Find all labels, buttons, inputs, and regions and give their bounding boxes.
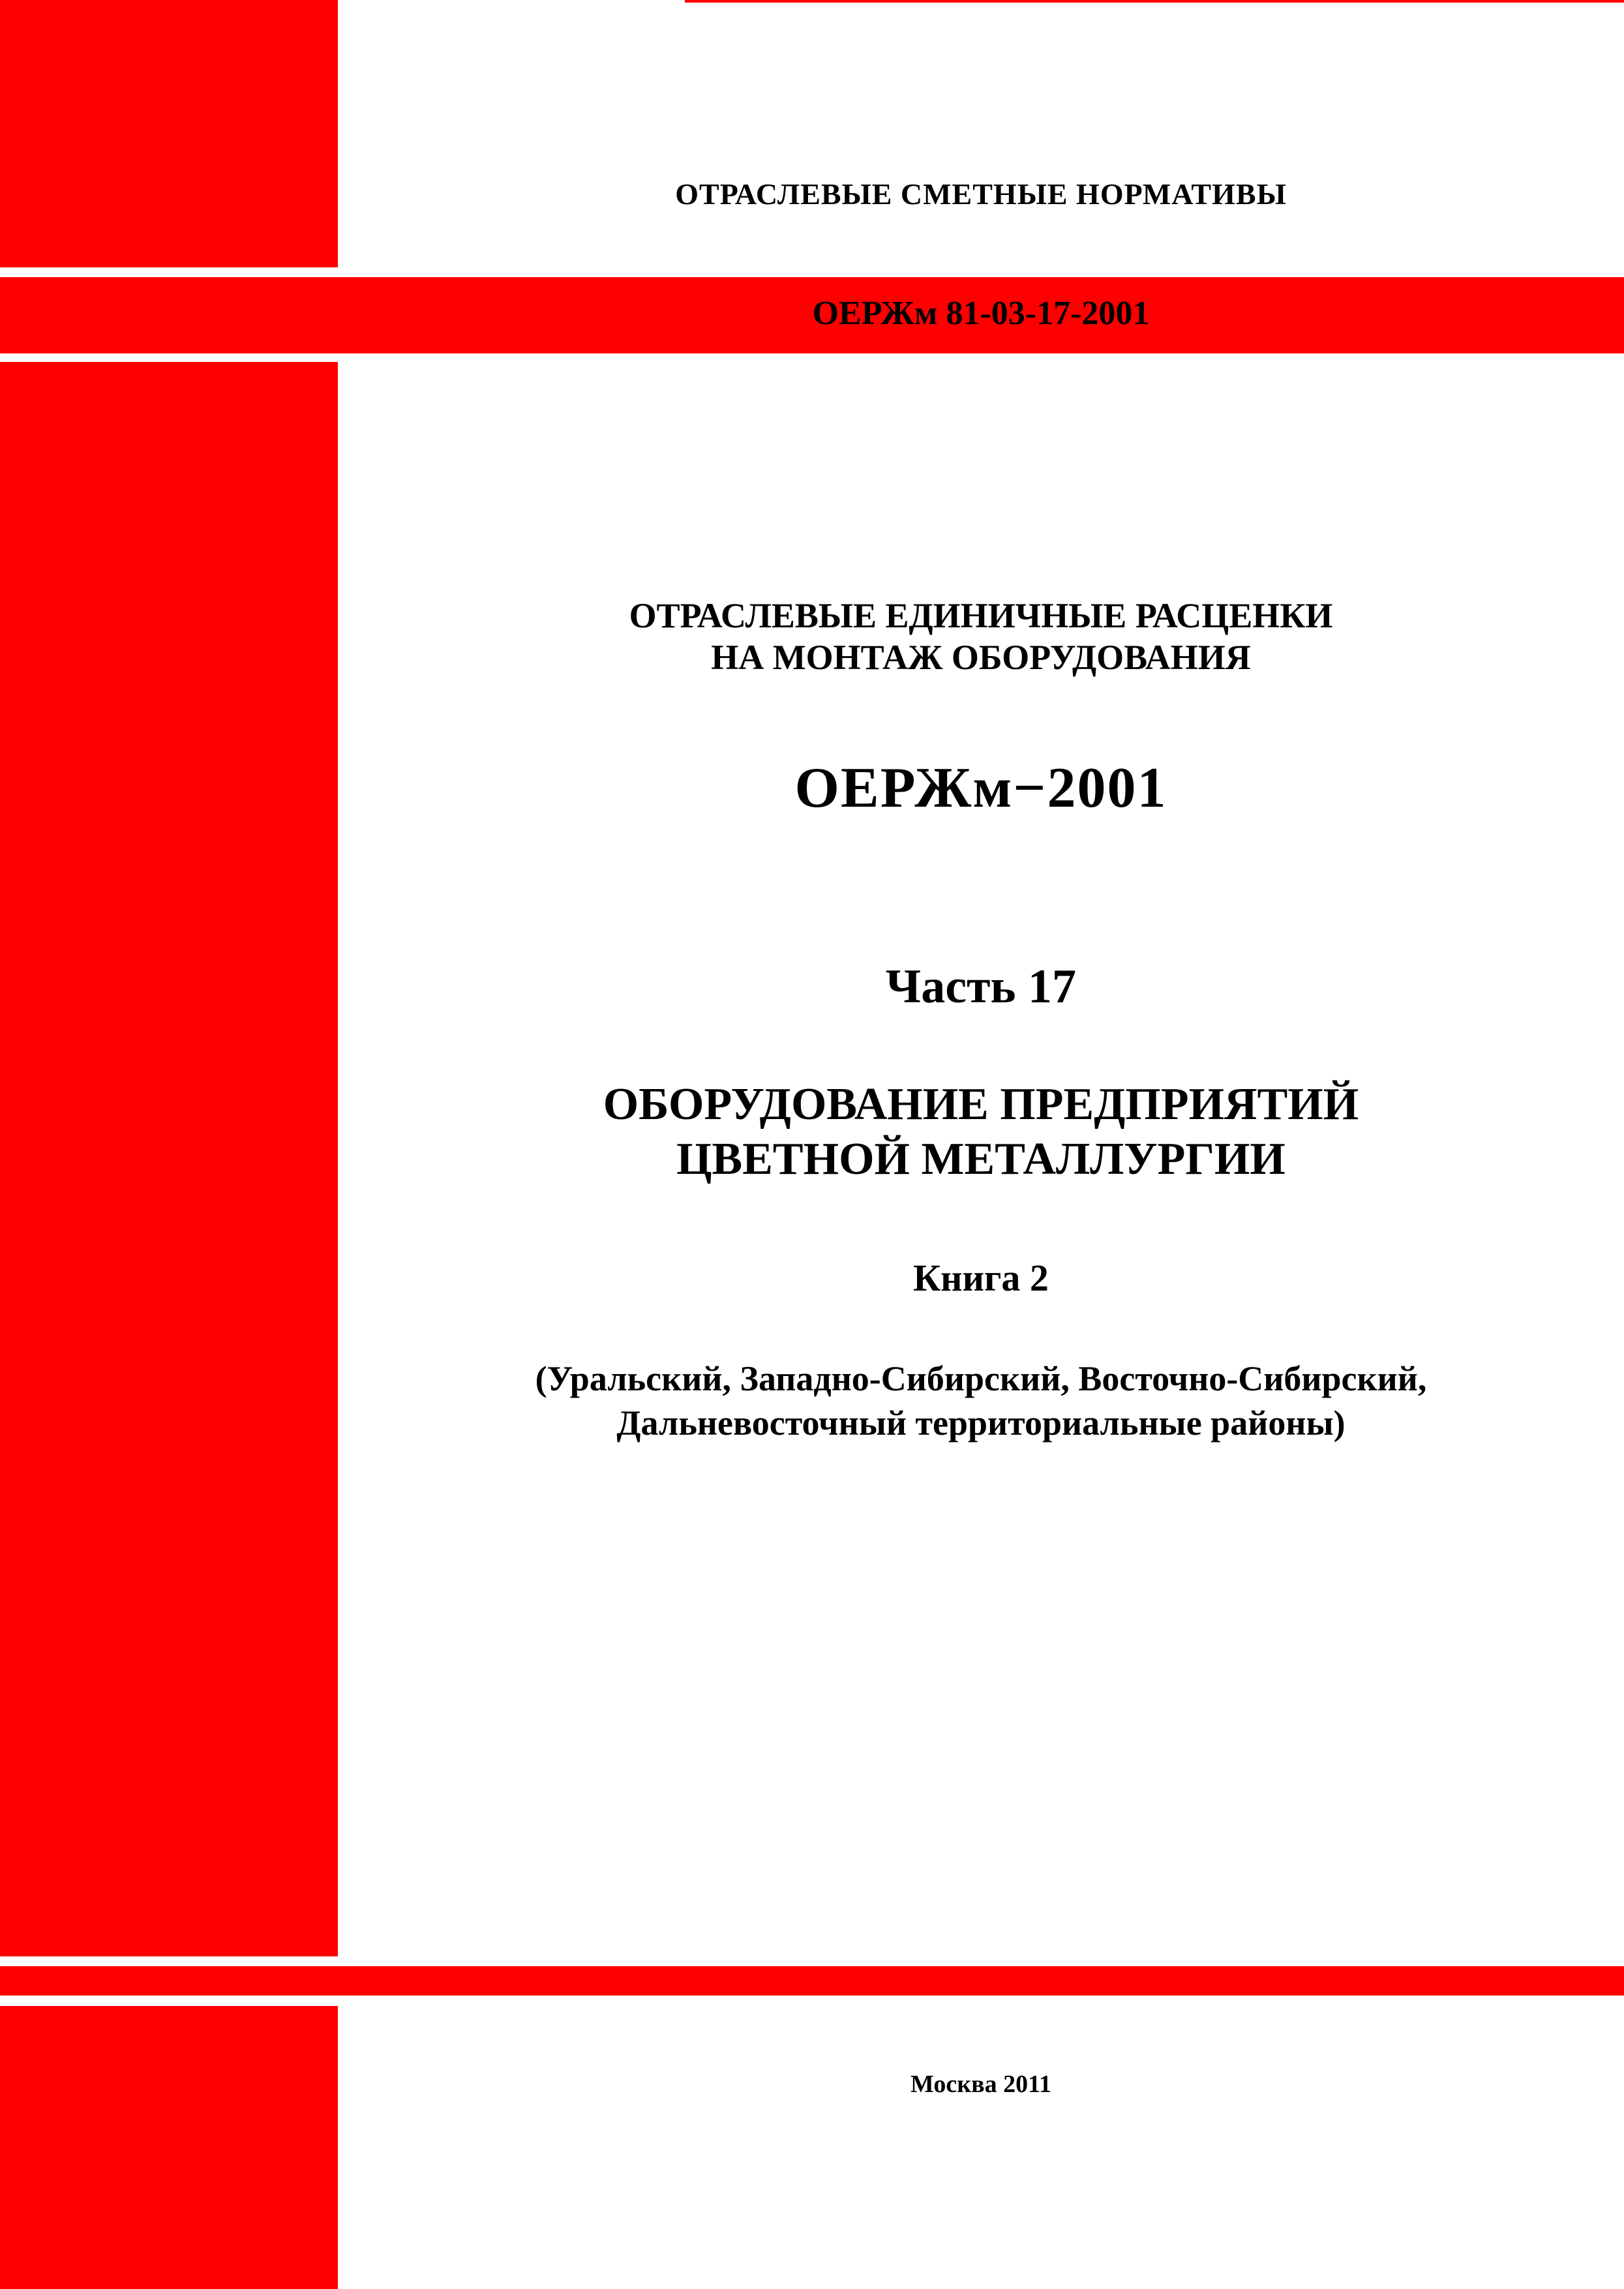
regions-line-2: Дальневосточный территориальные районы) bbox=[616, 1403, 1346, 1443]
main-title-line-1: ОТРАСЛЕВЫЕ ЕДИНИЧНЫЕ РАСЦЕНКИ bbox=[629, 596, 1333, 635]
book-number: Книга 2 bbox=[913, 1257, 1049, 1299]
part-title bbox=[338, 1077, 1624, 1187]
document-code: ОЕРЖм 81-03-17-2001 bbox=[812, 295, 1150, 332]
left-red-bar-bottom bbox=[0, 2006, 338, 2289]
main-title-line-2: НА МОНТАЖ ОБОРУДОВАНИЯ bbox=[711, 638, 1251, 677]
left-red-bar-middle bbox=[0, 362, 338, 1956]
short-name: ОЕРЖм−2001 bbox=[794, 756, 1167, 820]
regions-note bbox=[338, 1356, 1624, 1445]
series-title: ОТРАСЛЕВЫЕ СМЕТНЫЕ НОРМАТИВЫ bbox=[675, 177, 1287, 211]
left-red-bar-top bbox=[0, 0, 338, 267]
top-edge-red-line bbox=[685, 0, 1624, 3]
part-number: Часть 17 bbox=[885, 960, 1077, 1013]
part-title-line-2: ЦВЕТНОЙ МЕТАЛЛУРГИИ bbox=[676, 1134, 1286, 1184]
official-edition-band bbox=[0, 1966, 1624, 1996]
part-title-line-1: ОБОРУДОВАНИЕ ПРЕДПРИЯТИЙ bbox=[603, 1079, 1359, 1130]
official-edition-label: ИЗДАНИЕ ОФИЦИАЛЬНОЕ bbox=[779, 1925, 1183, 1958]
main-title bbox=[338, 595, 1624, 678]
regions-line-1: (Уральский, Западно-Сибирский, Восточно-Сибирский, bbox=[535, 1359, 1427, 1398]
city-year: Москва 2011 bbox=[910, 2071, 1052, 2098]
